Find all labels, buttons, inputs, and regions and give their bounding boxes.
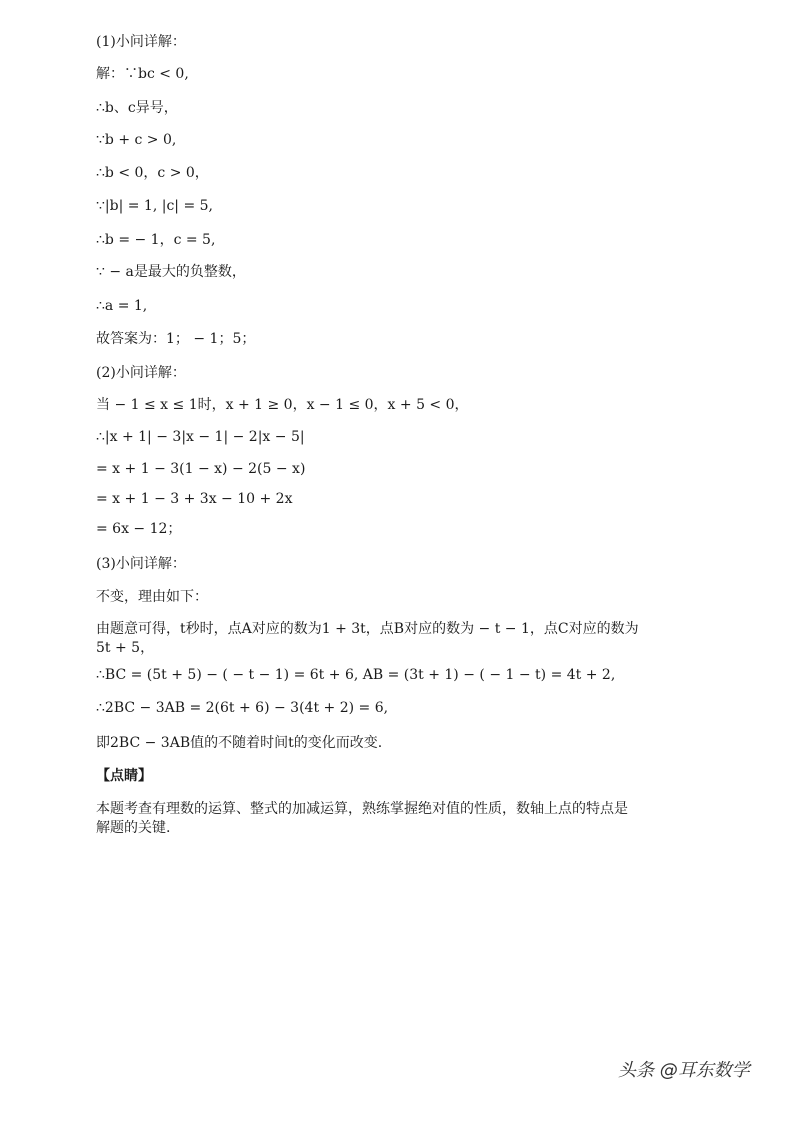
section3-header: (3)小问详解： [96,556,186,572]
section2-line: 当 − 1 ≤ x ≤ 1时，x + 1 ≥ 0，x − 1 ≤ 0，x + 5 < 0， [96,397,469,413]
section2-line: = x + 1 − 3(1 − x) − 2(5 − x) [96,461,306,477]
section2-line: ∴|x + 1| − 3|x − 1| − 2|x − 5| [96,429,305,445]
section1-line: 故答案为：1； − 1；5； [96,331,256,347]
section2-header: (2)小问详解： [96,365,186,381]
section1-header: (1)小问详解： [96,34,186,50]
section3-paragraph: 由题意可得，t秒时，点A对应的数为1 + 3t，点B对应的数为 − t − 1，点C对应的数为5t + 5， [96,621,639,656]
section1-line: ∴b、c异号， [96,100,178,116]
section3-line: ∴2BC − 3AB = 2(6t + 6) − 3(4t + 2) = 6, [96,700,389,716]
comment-paragraph: 本题考查有理数的运算、整式的加减运算，熟练掌握绝对值的性质，数轴上点的特点是解题的关键. [96,801,628,836]
section3-line: 不变，理由如下： [96,589,208,605]
watermark: 头条 @耳东数学 [618,1060,750,1081]
section3-line: 即2BC − 3AB值的不随着时间t的变化而改变. [96,735,383,751]
section1-line: ∴b = − 1，c = 5, [96,232,216,248]
section1-line: 解：∵bc < 0, [96,66,189,82]
section1-line: ∴a = 1, [96,298,148,314]
section2-line: = x + 1 − 3 + 3x − 10 + 2x [96,491,293,507]
section2-line: = 6x − 12； [96,521,182,537]
section1-line: ∵ − a是最大的负整数， [96,264,246,280]
section3-line: ∴BC = (5t + 5) − ( − t − 1) = 6t + 6, AB = (3t + 1) − ( − 1 − t) = 4t + 2, [96,667,616,683]
section1-line: ∴b < 0，c > 0， [96,165,209,181]
section1-line: ∵|b| = 1, |c| = 5, [96,198,214,214]
comment-header: 【点睛】 [96,768,152,784]
section1-line: ∵b + c > 0, [96,132,177,148]
